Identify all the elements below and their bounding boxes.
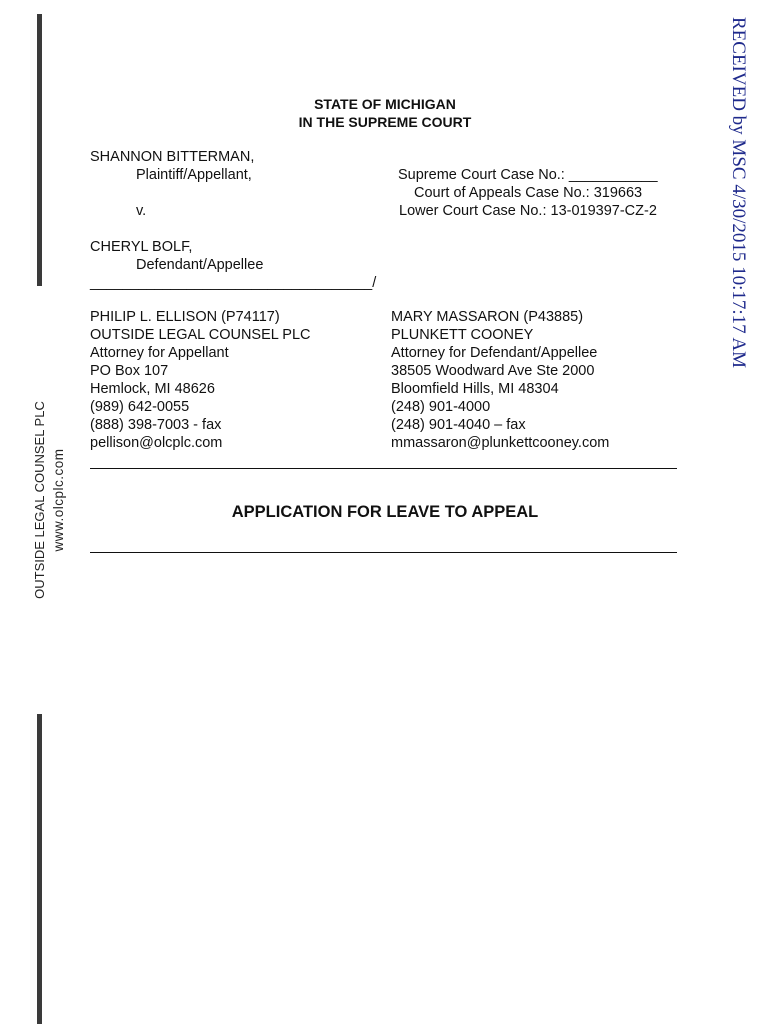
appellee-phone: (248) 901-4000 — [391, 399, 491, 415]
appellee-address-line2: Bloomfield Hills, MI 48304 — [391, 381, 559, 397]
defendant-name: CHERYL BOLF, — [90, 239, 193, 255]
appellee-attorney-name: MARY MASSARON (P43885) — [391, 309, 584, 325]
lower-court-case-no: Lower Court Case No.: 13-019397-CZ-2 — [399, 203, 657, 219]
plaintiff-role: Plaintiff/Appellant, — [136, 167, 252, 183]
margin-website: www.olcplc.com — [51, 448, 66, 552]
appellant-counsel-block — [90, 308, 311, 452]
appellee-counsel-block — [391, 308, 609, 452]
divider-bottom — [90, 552, 677, 553]
appeals-court-case-no: Court of Appeals Case No.: 319663 — [414, 185, 643, 201]
court-state: STATE OF MICHIGAN — [314, 96, 456, 112]
caption-signature-line: ___________________________________/ — [90, 275, 377, 291]
appellee-firm: PLUNKETT COONEY — [391, 327, 534, 343]
appellant-phone: (989) 642-0055 — [90, 399, 190, 415]
plaintiff-name: SHANNON BITTERMAN, — [90, 149, 255, 165]
appellant-firm: OUTSIDE LEGAL COUNSEL PLC — [90, 327, 311, 343]
margin-firm-name: OUTSIDE LEGAL COUNSEL PLC — [33, 286, 47, 714]
appellee-attorney-role: Attorney for Defendant/Appellee — [391, 345, 598, 361]
defendant-role: Defendant/Appellee — [136, 257, 264, 273]
appellant-address-line2: Hemlock, MI 48626 — [90, 381, 215, 397]
versus: v. — [136, 203, 147, 219]
appellant-fax: (888) 398-7003 - fax — [90, 417, 222, 433]
supreme-court-case-no: Supreme Court Case No.: ___________ — [398, 167, 658, 183]
appellee-fax: (248) 901-4040 – fax — [391, 417, 526, 433]
divider-top — [90, 468, 677, 469]
document-title: APPLICATION FOR LEAVE TO APPEAL — [231, 503, 539, 521]
received-stamp: RECEIVED by MSC 4/30/2015 10:17:17 AM — [728, 17, 749, 368]
appellant-address-line1: PO Box 107 — [90, 363, 169, 379]
appellee-address-line1: 38505 Woodward Ave Ste 2000 — [391, 363, 595, 379]
appellant-attorney-role: Attorney for Appellant — [90, 345, 229, 361]
appellant-attorney-name: PHILIP L. ELLISON (P74117) — [90, 309, 280, 325]
court-name: IN THE SUPREME COURT — [298, 114, 472, 130]
appellant-email: pellison@olcplc.com — [90, 435, 223, 451]
appellee-email: mmassaron@plunkettcooney.com — [391, 435, 610, 451]
